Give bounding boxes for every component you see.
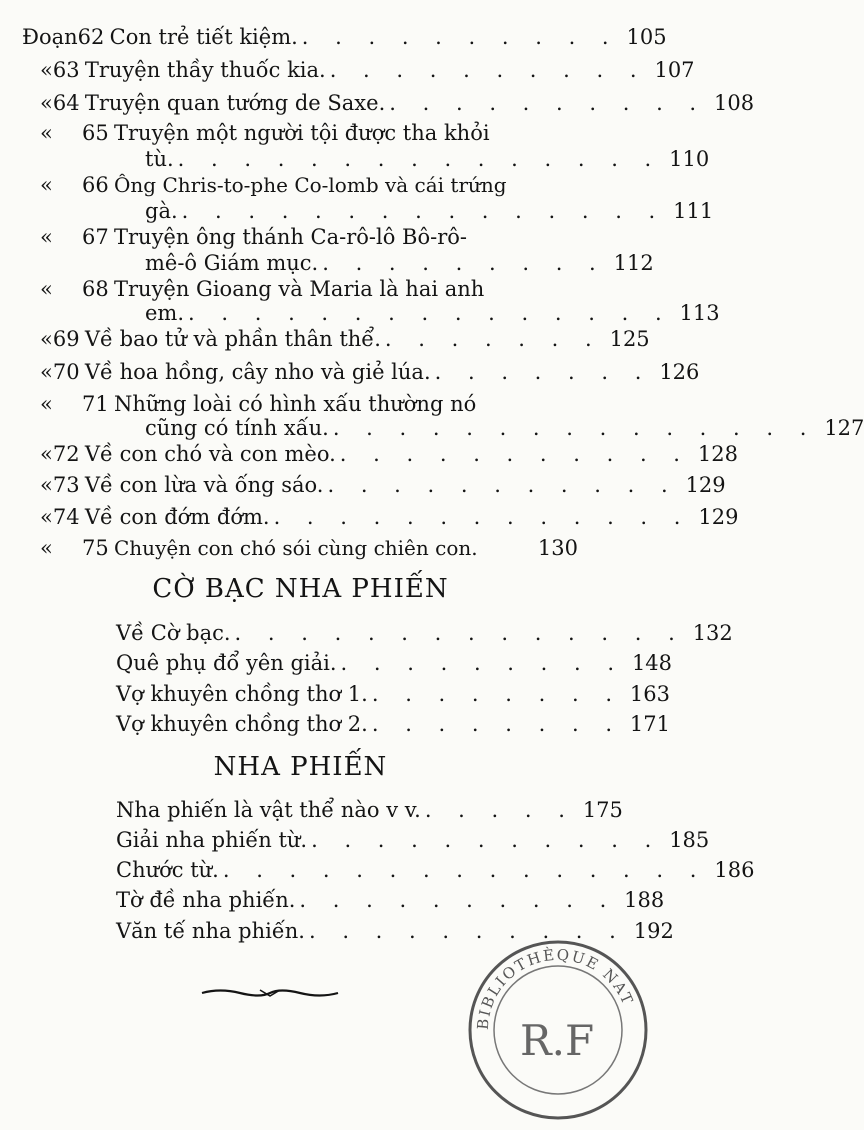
entry-prefix: « (40, 91, 53, 115)
entry-title: Về con đớm đớm. (84, 505, 270, 529)
toc-entry-72 (40, 441, 738, 467)
entry-page: 188 (624, 888, 665, 912)
entry-title: Chước từ. (116, 858, 219, 882)
entry-prefix: « (40, 360, 53, 384)
entry-page: 107 (654, 58, 695, 82)
entry-title-cont: em. (145, 301, 185, 325)
entry-title: Quê phụ đổ yên giải. (116, 651, 337, 675)
toc-entry-nha-phien-la (116, 797, 623, 823)
entry-prefix: « (40, 173, 53, 197)
entry-title: Vợ khuyên chồng thơ 1. (116, 682, 368, 706)
entry-prefix: « (40, 505, 53, 529)
entry-title: Truyện thầy thuốc kia. (84, 58, 326, 82)
entry-title: Truyện ông thánh Ca-rô-lô Bô-rô- (114, 225, 468, 249)
toc-entry-68 (40, 276, 578, 302)
toc-entry-70 (40, 359, 700, 385)
entry-prefix: « (40, 121, 53, 145)
dot-leader: . . . . . . . . (371, 682, 622, 706)
entry-page: 113 (679, 301, 720, 325)
toc-entry-giai-nha-phien (116, 827, 710, 853)
entry-title: Về hoa hồng, cây nho và giẻ lúa. (84, 360, 431, 384)
stamp-letters: R.F (520, 1016, 595, 1065)
section-heading-co-bac: CỜ BẠC NHA PHIẾN (152, 574, 449, 604)
dot-leader: . . . . . . . . . . . (327, 473, 678, 497)
toc-entry-73 (40, 472, 726, 498)
toc-entry-chuoc-tu (116, 857, 755, 883)
toc-entry-65 (40, 120, 578, 146)
entry-title: Truyện Gioang và Maria là hai anh (114, 277, 485, 301)
toc-entry-68-cont (145, 300, 720, 326)
entry-title-cont: cũng có tính xấu. (145, 416, 329, 440)
entry-page: 148 (631, 651, 673, 675)
entry-title: Những loài có hình xấu thường nó (114, 392, 477, 416)
dot-leader: . . . . . . . . (371, 712, 622, 736)
toc-entry-vo-khuyen-2 (116, 711, 670, 737)
dot-leader: . . . . . (424, 798, 575, 822)
entry-page: 127 (824, 416, 864, 440)
entry-number: 65 (82, 121, 109, 145)
entry-page: 108 (714, 91, 755, 115)
entry-page: 110 (669, 147, 710, 171)
dot-leader: . . . . . . . . . . (389, 91, 707, 115)
entry-prefix: « (40, 442, 53, 466)
entry-title: Ông Chris-to-phe Co-lomb và cái trứng (114, 173, 507, 197)
section-heading-nha-phien: NHA PHIẾN (213, 752, 388, 782)
entry-page: 112 (613, 251, 654, 275)
entry-prefix: « (40, 473, 53, 497)
entry-number: 64 (52, 91, 80, 115)
entry-number: 73 (52, 473, 80, 497)
entry-page: 125 (609, 327, 650, 351)
entry-title: Về bao tử và phần thân thể. (84, 327, 381, 351)
entry-title: Chuyện con chó sói cùng chiên con. (114, 536, 478, 560)
entry-page: 163 (629, 682, 670, 706)
entry-number: 63 (52, 58, 80, 82)
entry-page: 185 (669, 828, 710, 852)
entry-number: 67 (82, 225, 109, 249)
entry-title: Vợ khuyên chồng thơ 2. (116, 712, 368, 736)
toc-entry-to-de (116, 887, 665, 913)
library-stamp (458, 930, 658, 1130)
stamp-text: BIBLIOTHÈQUE NAT (473, 945, 638, 1031)
dot-leader: . . . . . . . . . . . . . . . (332, 416, 817, 440)
toc-entry-75 (40, 535, 578, 561)
entry-prefix: « (40, 58, 53, 82)
toc-entry-65-cont (145, 146, 710, 172)
dot-leader: . . . . . . . . . (322, 251, 606, 275)
entry-page: 130 (537, 536, 578, 560)
entry-title: Về con lừa và ống sáo. (84, 473, 324, 497)
entry-page: 126 (659, 360, 700, 384)
entry-number: 70 (52, 360, 80, 384)
entry-number: 72 (52, 442, 80, 466)
entry-prefix: Đoạn (22, 25, 78, 49)
toc-entry-vo-khuyen-1 (116, 681, 670, 707)
toc-entry-62 (22, 24, 667, 50)
toc-entry-co-bac (116, 620, 733, 646)
dot-leader: . . . . . . . . . (340, 651, 625, 675)
entry-page: 129 (698, 505, 739, 529)
dot-leader: . . . . . . . . . . . . . . . (222, 858, 707, 882)
toc-entry-66 (40, 172, 578, 198)
entry-number: 74 (52, 505, 80, 529)
toc-entry-71 (40, 391, 578, 417)
entry-title: Về Cờ bạc. (116, 621, 231, 645)
toc-entry-69 (40, 326, 650, 352)
entry-number: 66 (82, 173, 109, 197)
dot-leader: . . . . . . . . . . . (311, 828, 662, 852)
entry-page: 175 (582, 798, 623, 822)
toc-entry-66-cont (145, 198, 714, 224)
entry-number: 62 (77, 25, 105, 49)
dot-leader: . . . . . . . . . . . . . . (234, 621, 685, 645)
entry-number: 71 (82, 392, 109, 416)
toc-entry-74 (40, 504, 739, 530)
entry-number: 69 (52, 327, 80, 351)
entry-page: 105 (626, 25, 667, 49)
dot-leader: . . . . . . . . . . (308, 919, 626, 943)
dot-leader: . . . . . . . . . . (299, 888, 617, 912)
entry-title: Nha phiến là vật thể nào v v. (116, 798, 421, 822)
entry-title-cont: gà. (145, 199, 178, 223)
dot-leader: . . . . . . . . . . (301, 25, 619, 49)
toc-entry-67-cont (145, 250, 654, 276)
entry-title: Giải nha phiến từ. (116, 828, 308, 852)
entry-title: Truyện một người tội được tha khỏi (114, 121, 490, 145)
entry-page: 192 (633, 919, 674, 943)
entry-title: Tờ đề nha phiến. (116, 888, 296, 912)
entry-title: Văn tế nha phiến. (116, 919, 305, 943)
entry-page: 171 (629, 712, 670, 736)
entry-title-cont: tù. (145, 147, 174, 171)
entry-number: 75 (82, 536, 109, 560)
entry-page: 132 (692, 621, 733, 645)
dot-leader: . . . . . . . . . . (329, 58, 647, 82)
entry-page: 129 (685, 473, 726, 497)
entry-title-cont: mê-ô Giám mục. (145, 251, 319, 275)
entry-page: 186 (714, 858, 755, 882)
dot-leader: . . . . . . . . . . . (339, 442, 690, 466)
dot-leader: . . . . . . . (434, 360, 652, 384)
toc-entry-63 (40, 57, 695, 83)
toc-entry-71-cont (145, 415, 864, 441)
dot-leader: . . . . . . . . . . . . . . . (177, 147, 662, 171)
entry-title: Về con chó và con mèo. (84, 442, 336, 466)
entry-prefix: « (40, 277, 53, 301)
entry-prefix: « (40, 392, 53, 416)
entry-page: 128 (697, 442, 738, 466)
dot-leader: . . . . . . . . . . . . . . . (188, 301, 672, 325)
entry-page: 111 (673, 199, 714, 223)
entry-title: Truyện quan tướng de Saxe. (84, 91, 386, 115)
dot-leader: . . . . . . . . . . . . . . . (181, 199, 666, 223)
dot-leader: . . . . . . . (384, 327, 602, 351)
entry-prefix: « (40, 327, 53, 351)
toc-entry-que-phu (116, 650, 673, 676)
toc-entry-67 (40, 224, 578, 250)
entry-number: 68 (82, 277, 109, 301)
entry-prefix: « (40, 536, 53, 560)
toc-entry-64 (40, 90, 755, 116)
entry-prefix: « (40, 225, 53, 249)
ornament-divider (200, 986, 340, 1000)
entry-title: Con trẻ tiết kiệm. (109, 25, 298, 49)
dot-leader: . . . . . . . . . . . . . (273, 505, 691, 529)
